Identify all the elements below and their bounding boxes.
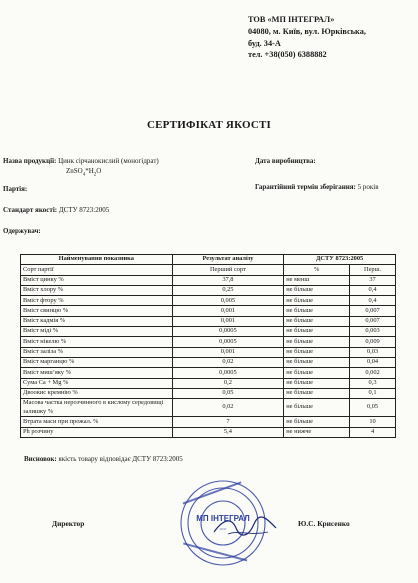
- batch-field: [3, 185, 27, 193]
- standard-field: [3, 206, 109, 214]
- condition-cell: не більше: [284, 316, 350, 326]
- production-date-label: Дата виробництва:: [255, 157, 316, 165]
- indicator-cell: Вміст мишʼяку %: [21, 368, 173, 378]
- condition-cell: не більше: [284, 357, 350, 367]
- condition-cell: не більше: [284, 378, 350, 388]
- result-cell: 0,0005: [172, 368, 284, 378]
- table-header-row: [21, 255, 396, 265]
- indicator-cell: Вміст міді %: [21, 327, 173, 337]
- table-row: [21, 347, 396, 357]
- director-signature: [210, 514, 280, 540]
- table-row: [21, 337, 396, 347]
- condition-cell: не більше: [284, 296, 350, 306]
- indicator-cell: Ph розчину: [21, 427, 173, 437]
- table-row: [21, 368, 396, 378]
- result-cell: 0,25: [172, 285, 284, 295]
- result-cell: 0,02: [172, 399, 284, 417]
- indicator-cell: Втрата маси при прожал. %: [21, 417, 173, 427]
- condition-cell: %: [284, 265, 350, 275]
- table-row: [21, 275, 396, 285]
- limit-cell: 0,002: [350, 368, 396, 378]
- limit-cell: 0,3: [350, 378, 396, 388]
- table-row: [21, 427, 396, 437]
- limit-cell: 0,04: [350, 357, 396, 367]
- result-cell: 0,0005: [172, 337, 284, 347]
- limit-cell: 0,007: [350, 306, 396, 316]
- table-row: [21, 388, 396, 398]
- result-cell: 0,001: [172, 316, 284, 326]
- result-cell: 0,05: [172, 388, 284, 398]
- result-cell: 7: [172, 417, 284, 427]
- quality-table: [20, 254, 396, 438]
- indicator-cell: Масова частка нерозчинного в кислому середовищі залишку %: [21, 399, 173, 417]
- table-row: [21, 378, 396, 388]
- result-cell: 0,2: [172, 378, 284, 388]
- document-title: СЕРТИФІКАТ ЯКОСТІ: [146, 119, 272, 131]
- table-row: [21, 285, 396, 295]
- condition-cell: не більше: [284, 337, 350, 347]
- result-cell: 0,0005: [172, 327, 284, 337]
- condition-cell: не більше: [284, 368, 350, 378]
- condition-cell: не більше: [284, 388, 350, 398]
- director-label: Директор: [52, 519, 85, 528]
- limit-cell: 0,03: [350, 347, 396, 357]
- header-standard: ДСТУ 8723:2005: [284, 255, 396, 265]
- conclusion: [24, 455, 183, 463]
- signer-name: Ю.С. Крисенко: [298, 519, 350, 528]
- indicator-cell: Двоокис кремнію %: [21, 388, 173, 398]
- indicator-cell: Сума Ca + Mg %: [21, 378, 173, 388]
- header-result: Результат аналізу: [172, 255, 284, 265]
- condition-cell: не більше: [284, 417, 350, 427]
- product-field: [3, 157, 159, 165]
- condition-cell: не менш: [284, 275, 350, 285]
- production-date-field: [255, 157, 316, 165]
- result-cell: 37,8: [172, 275, 284, 285]
- indicator-cell: Вміст фтору %: [21, 296, 173, 306]
- table-row: [21, 327, 396, 337]
- condition-cell: не нижче: [284, 427, 350, 437]
- recipient-field: [3, 227, 41, 235]
- header-indicator: Найменування показника: [21, 255, 173, 265]
- limit-cell: 0,05: [350, 399, 396, 417]
- shelf-life-label: Гарантійний термін зберігання:: [255, 183, 356, 191]
- result-cell: 0,001: [172, 347, 284, 357]
- table-row: [21, 306, 396, 316]
- result-cell: 0,005: [172, 296, 284, 306]
- limit-cell: 0,009: [350, 337, 396, 347]
- product-label: Назва продукції:: [3, 157, 57, 165]
- condition-cell: не більше: [284, 399, 350, 417]
- limit-cell: 10: [350, 417, 396, 427]
- limit-cell: 0,4: [350, 285, 396, 295]
- standard-label: Стандарт якості:: [3, 206, 58, 214]
- indicator-cell: Сорт партії: [21, 265, 173, 275]
- batch-label: Партія:: [3, 185, 28, 193]
- condition-cell: не більше: [284, 347, 350, 357]
- company-name: ТОВ «МП ІНТЕГРАЛ»: [248, 15, 335, 24]
- product-value: Цинк сірчанокислий (моногідрат): [58, 157, 159, 165]
- indicator-cell: Вміст хлору %: [21, 285, 173, 295]
- shelf-life-field: [255, 183, 379, 191]
- seal-text: МП ІНТЕГРАЛ: [196, 514, 250, 523]
- table-row: [21, 399, 396, 417]
- indicator-cell: Вміст марганцю %: [21, 357, 173, 367]
- table-row: [21, 265, 396, 275]
- limit-cell: 0,4: [350, 296, 396, 306]
- indicator-cell: Вміст заліза %: [21, 347, 173, 357]
- indicator-cell: Вміст кадмія %: [21, 316, 173, 326]
- table-row: [21, 296, 396, 306]
- company-address-line1: 04080, м. Київ, вул. Юрківська,: [248, 26, 366, 36]
- shelf-life-value: 5 років: [357, 183, 379, 191]
- indicator-cell: Вміст нікелю %: [21, 337, 173, 347]
- result-cell: 0,001: [172, 306, 284, 316]
- product-formula: $ZnSO_4*H_2O$: [66, 167, 102, 178]
- indicator-cell: Вміст свинцю %: [21, 306, 173, 316]
- condition-cell: не більше: [284, 306, 350, 316]
- table-row: [21, 357, 396, 367]
- condition-cell: не більше: [284, 285, 350, 295]
- limit-cell: 0,003: [350, 327, 396, 337]
- indicator-cell: Вміст цинку %: [21, 275, 173, 285]
- table-row: [21, 417, 396, 427]
- result-cell: Перший сорт: [172, 265, 284, 275]
- limit-cell: 0,1: [350, 388, 396, 398]
- standard-value: ДСТУ 8723:2005: [58, 206, 110, 214]
- company-address-line2: буд. 34-А: [248, 38, 281, 48]
- result-cell: 0,02: [172, 357, 284, 367]
- conclusion-text: якість товару відповідає ДСТУ 8723:2005: [58, 455, 183, 463]
- limit-cell: 0,007: [350, 316, 396, 326]
- limit-cell: 4: [350, 427, 396, 437]
- limit-cell: 37: [350, 275, 396, 285]
- condition-cell: не більше: [284, 327, 350, 337]
- svg-text:•••••: •••••: [219, 526, 227, 531]
- recipient-label: Одержувач:: [3, 227, 41, 235]
- table-row: [21, 316, 396, 326]
- company-phone: тел. +38(050) 6388882: [248, 50, 327, 60]
- result-cell: 5,4: [172, 427, 284, 437]
- limit-cell: Перш.: [350, 265, 396, 275]
- company-header: [248, 14, 366, 61]
- conclusion-label: Висновок:: [24, 455, 57, 463]
